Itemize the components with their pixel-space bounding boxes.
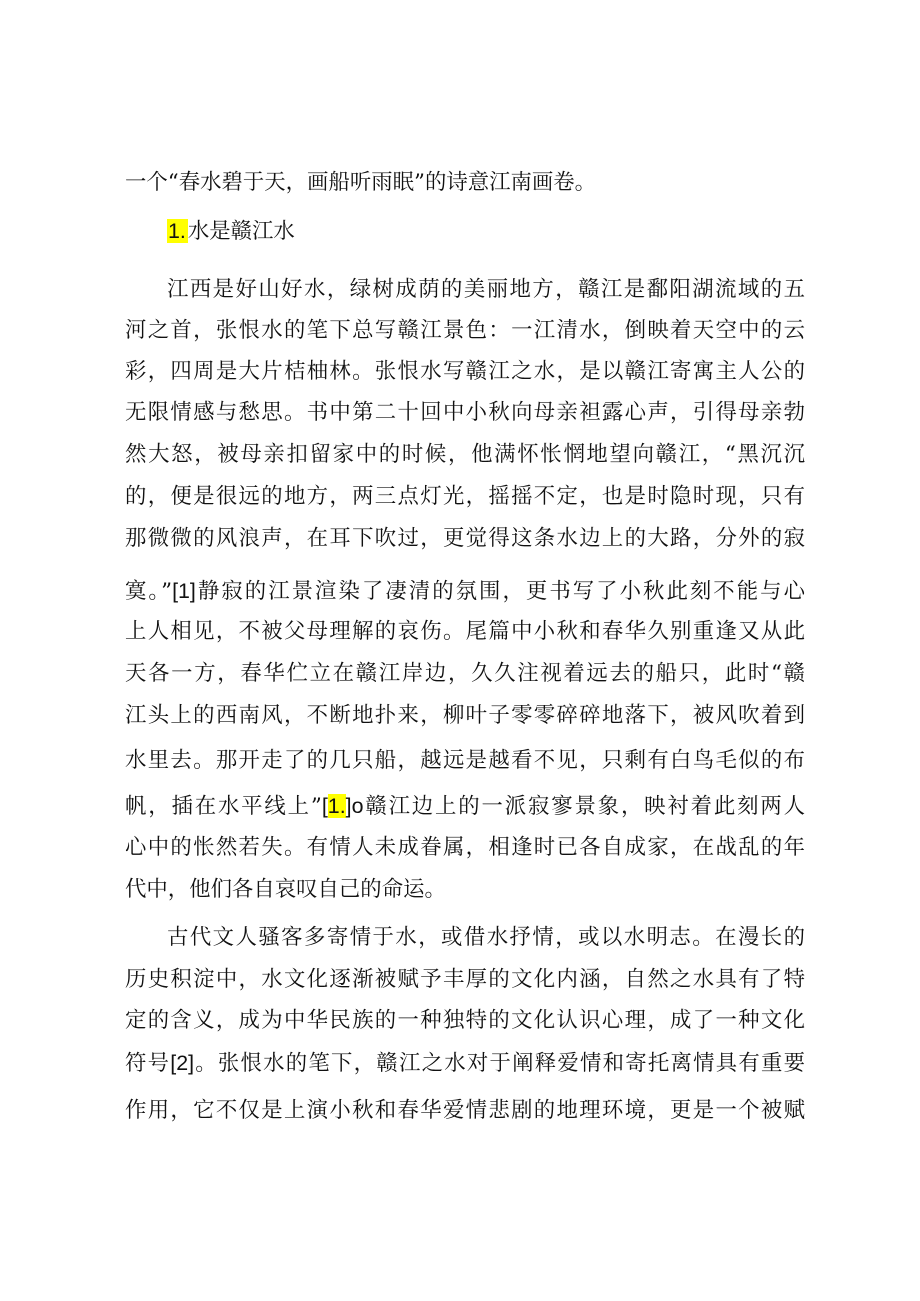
p1-line-8 <box>125 571 805 611</box>
p1-line-13 <box>125 786 805 826</box>
p2-line-4-after: 。张恨水的笔下，赣江之水对于阐释爱情和寄托离情具有重要 <box>194 1051 805 1076</box>
p1-line-12: 水里去。那开走了的几只船，越远是越看不见，只剩有白鸟毛似的布 <box>125 748 805 773</box>
citation-ref-open: [ <box>321 794 328 818</box>
p1-line-13-before: 帆，插在水平线上” <box>125 794 322 819</box>
p1-line-8-before: 寞。” <box>125 579 173 604</box>
p1-line-1: 江西是好山好水，绿树成荫的美丽地方，赣江是鄱阳湖流域的五 <box>167 277 805 302</box>
p2-line-1: 古代文人骚客多寄情于水，或借水抒情，或以水明志。在漫长的 <box>167 925 805 950</box>
p2-line-3: 定的含义，成为中华民族的一种独特的文化认识心理，成了一种文化 <box>125 1008 805 1033</box>
citation-ref-close: ]o <box>345 794 364 818</box>
p1-line-10: 天各一方，春华伫立在赣江岸边，久久注视着远去的船只，此时“赣 <box>125 661 805 686</box>
citation-ref-highlighted: 1. <box>327 794 346 818</box>
p1-line-8-after: 静寂的江景渲染了凄清的氛围，更书写了小秋此刻不能与心 <box>195 579 805 604</box>
heading-number: 1. <box>168 219 186 243</box>
p1-line-13-after: 赣江边上的一派寂寥景象，映衬着此刻两人 <box>363 794 805 819</box>
p1-line-7: 那微微的风浪声，在耳下吹过，更觉得这条水边上的大路，分外的寂 <box>125 526 805 551</box>
p1-line-2: 河之首，张恨水的笔下总写赣江景色：一江清水，倒映着天空中的云 <box>125 318 805 343</box>
p2-line-4 <box>125 1043 805 1083</box>
heading-title: 水是赣江水 <box>187 219 295 244</box>
p2-line-2: 历史积淀中，水文化逐渐被赋予丰厚的文化内涵，自然之水具有了特 <box>125 967 805 992</box>
p1-line-6: 的，便是很远的地方，两三点灯光，摇摇不定，也是时隐时现，只有 <box>125 484 805 509</box>
intro-text: 一个“春水碧于天，画船听雨眠”的诗意江南画卷。 <box>125 170 597 195</box>
p1-line-5: 然大怒，被母亲扣留家中的时候，他满怀怅惘地望向赣江，“黑沉沉 <box>125 442 805 467</box>
p1-line-9: 上人相见，不被父母理解的哀伤。尾篇中小秋和春华久别重逢又从此 <box>125 619 805 644</box>
paragraph-intro <box>125 163 805 203</box>
citation-ref-2: [2] <box>170 1051 195 1075</box>
section-heading <box>167 211 805 251</box>
p1-line-15: 代中，他们各自哀叹自己的命运。 <box>125 877 446 902</box>
p2-line-5: 作用，它不仅是上演小秋和春华爱情悲剧的地理环境，更是一个被赋 <box>125 1098 805 1123</box>
p1-line-4: 无限情感与愁思。书中第二十回中小秋向母亲袒露心声，引得母亲勃 <box>125 400 805 425</box>
citation-ref-1: [1] <box>172 579 196 603</box>
p1-line-14: 心中的怅然若失。有情人未成眷属，相逢时已各自成家，在战乱的年 <box>125 835 805 860</box>
p1-line-3: 彩，四周是大片桔柚林。张恨水写赣江之水，是以赣江寄寓主人公的 <box>125 359 805 384</box>
p1-line-11: 江头上的西南风，不断地扑来，柳叶子零零碎碎地落下，被风吹着到 <box>125 703 805 728</box>
p2-line-4-before: 符号 <box>125 1051 171 1076</box>
